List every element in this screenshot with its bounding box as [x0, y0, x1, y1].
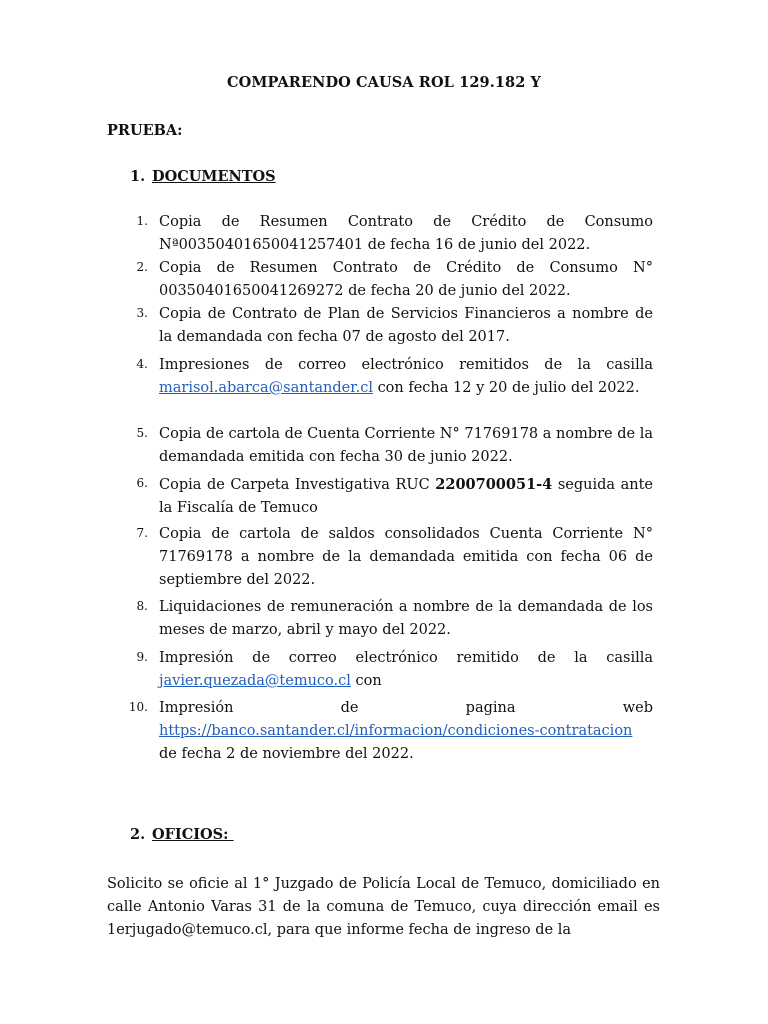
- section-title: DOCUMENTOS: [152, 168, 276, 185]
- list-item-text-post: con fecha 12 y 20 de julio del 2022.: [377, 380, 640, 396]
- list-item-number: 7.: [136, 526, 148, 540]
- section-documentos-heading: [130, 168, 276, 185]
- email-link-marisol[interactable]: marisol.abarca@santander.cl: [159, 380, 373, 396]
- list-item-text: Copia de Resumen Contrato de Crédito de Consumo N° 00350401650041269272 de fecha 20 de junio del 2022.: [159, 260, 653, 299]
- list-item-text-pre: Impresiones de correo electrónico remitidos de la casilla: [159, 357, 653, 373]
- list-item-number: 4.: [136, 357, 148, 371]
- list-item-text: [159, 697, 653, 766]
- word: de: [340, 700, 359, 716]
- list-item-first-line: [159, 697, 653, 720]
- word: web: [622, 700, 653, 716]
- list-item-number: 10.: [128, 700, 148, 714]
- section-oficios-heading: [130, 826, 234, 843]
- list-item-text-pre: Copia de Carpeta Investigativa RUC: [159, 477, 430, 493]
- web-link-santander[interactable]: https://banco.santander.cl/informacion/condiciones-contratacion: [159, 723, 633, 739]
- list-item-number: 3.: [136, 306, 148, 320]
- list-item-text: Copia de Resumen Contrato de Crédito de Consumo Nª00350401650041257401 de fecha 16 de junio del 2022.: [159, 214, 653, 253]
- oficio-paragraph: Solicito se oficie al 1° Juzgado de Policía Local de Temuco, domiciliado en calle Antonio Varas 31 de la comuna de Temuco, cuya dirección email es 1erjugado@temuco.cl, para que informe fecha de ingreso de la: [107, 876, 660, 938]
- list-item-number: 1.: [136, 214, 148, 228]
- word: Impresión: [159, 700, 234, 716]
- list-item-number: 8.: [136, 599, 148, 613]
- section-title: OFICIOS:: [152, 826, 234, 843]
- list-item-number: 2.: [136, 260, 148, 274]
- list-item-text: [159, 473, 653, 520]
- section-number: 1.: [130, 168, 146, 185]
- list-item-number: 9.: [136, 650, 148, 664]
- list-item-text: Copia de Contrato de Plan de Servicios Financieros a nombre de la demandada con fecha 07 de agosto del 2017.: [159, 306, 653, 345]
- list-item-text: Liquidaciones de remuneración a nombre de la demandada de los meses de marzo, abril y mayo del 2022.: [159, 599, 653, 638]
- prueba-heading: PRUEBA:: [107, 122, 183, 139]
- ruc-number: 2200700051-4: [435, 476, 553, 493]
- list-item-number: 6.: [136, 476, 148, 490]
- list-item-text: Copia de cartola de Cuenta Corriente N° 71769178 a nombre de la demandada emitida con fecha 30 de junio 2022.: [159, 426, 653, 465]
- document-title: COMPARENDO CAUSA ROL 129.182 Y: [226, 74, 542, 91]
- list-item-text: [159, 354, 653, 400]
- email-link-javier[interactable]: javier.quezada@temuco.cl: [159, 673, 351, 689]
- list-item-number: 5.: [136, 426, 148, 440]
- list-item-text: Copia de cartola de saldos consolidados Cuenta Corriente N° 71769178 a nombre de la demandada emitida con fecha 06 de septiembre del 2022.: [159, 526, 653, 588]
- list-item-text-post: de fecha 2 de noviembre del 2022.: [159, 746, 414, 762]
- list-item-text-post: seguida ante la Fiscalía de Temuco: [159, 477, 653, 516]
- list-item-text-pre: Impresión de correo electrónico remitido de la casilla: [159, 650, 653, 666]
- list-item-text: [159, 647, 653, 693]
- word: pagina: [465, 700, 516, 716]
- section-number: 2.: [130, 826, 146, 843]
- list-item-text-post: con: [355, 673, 382, 689]
